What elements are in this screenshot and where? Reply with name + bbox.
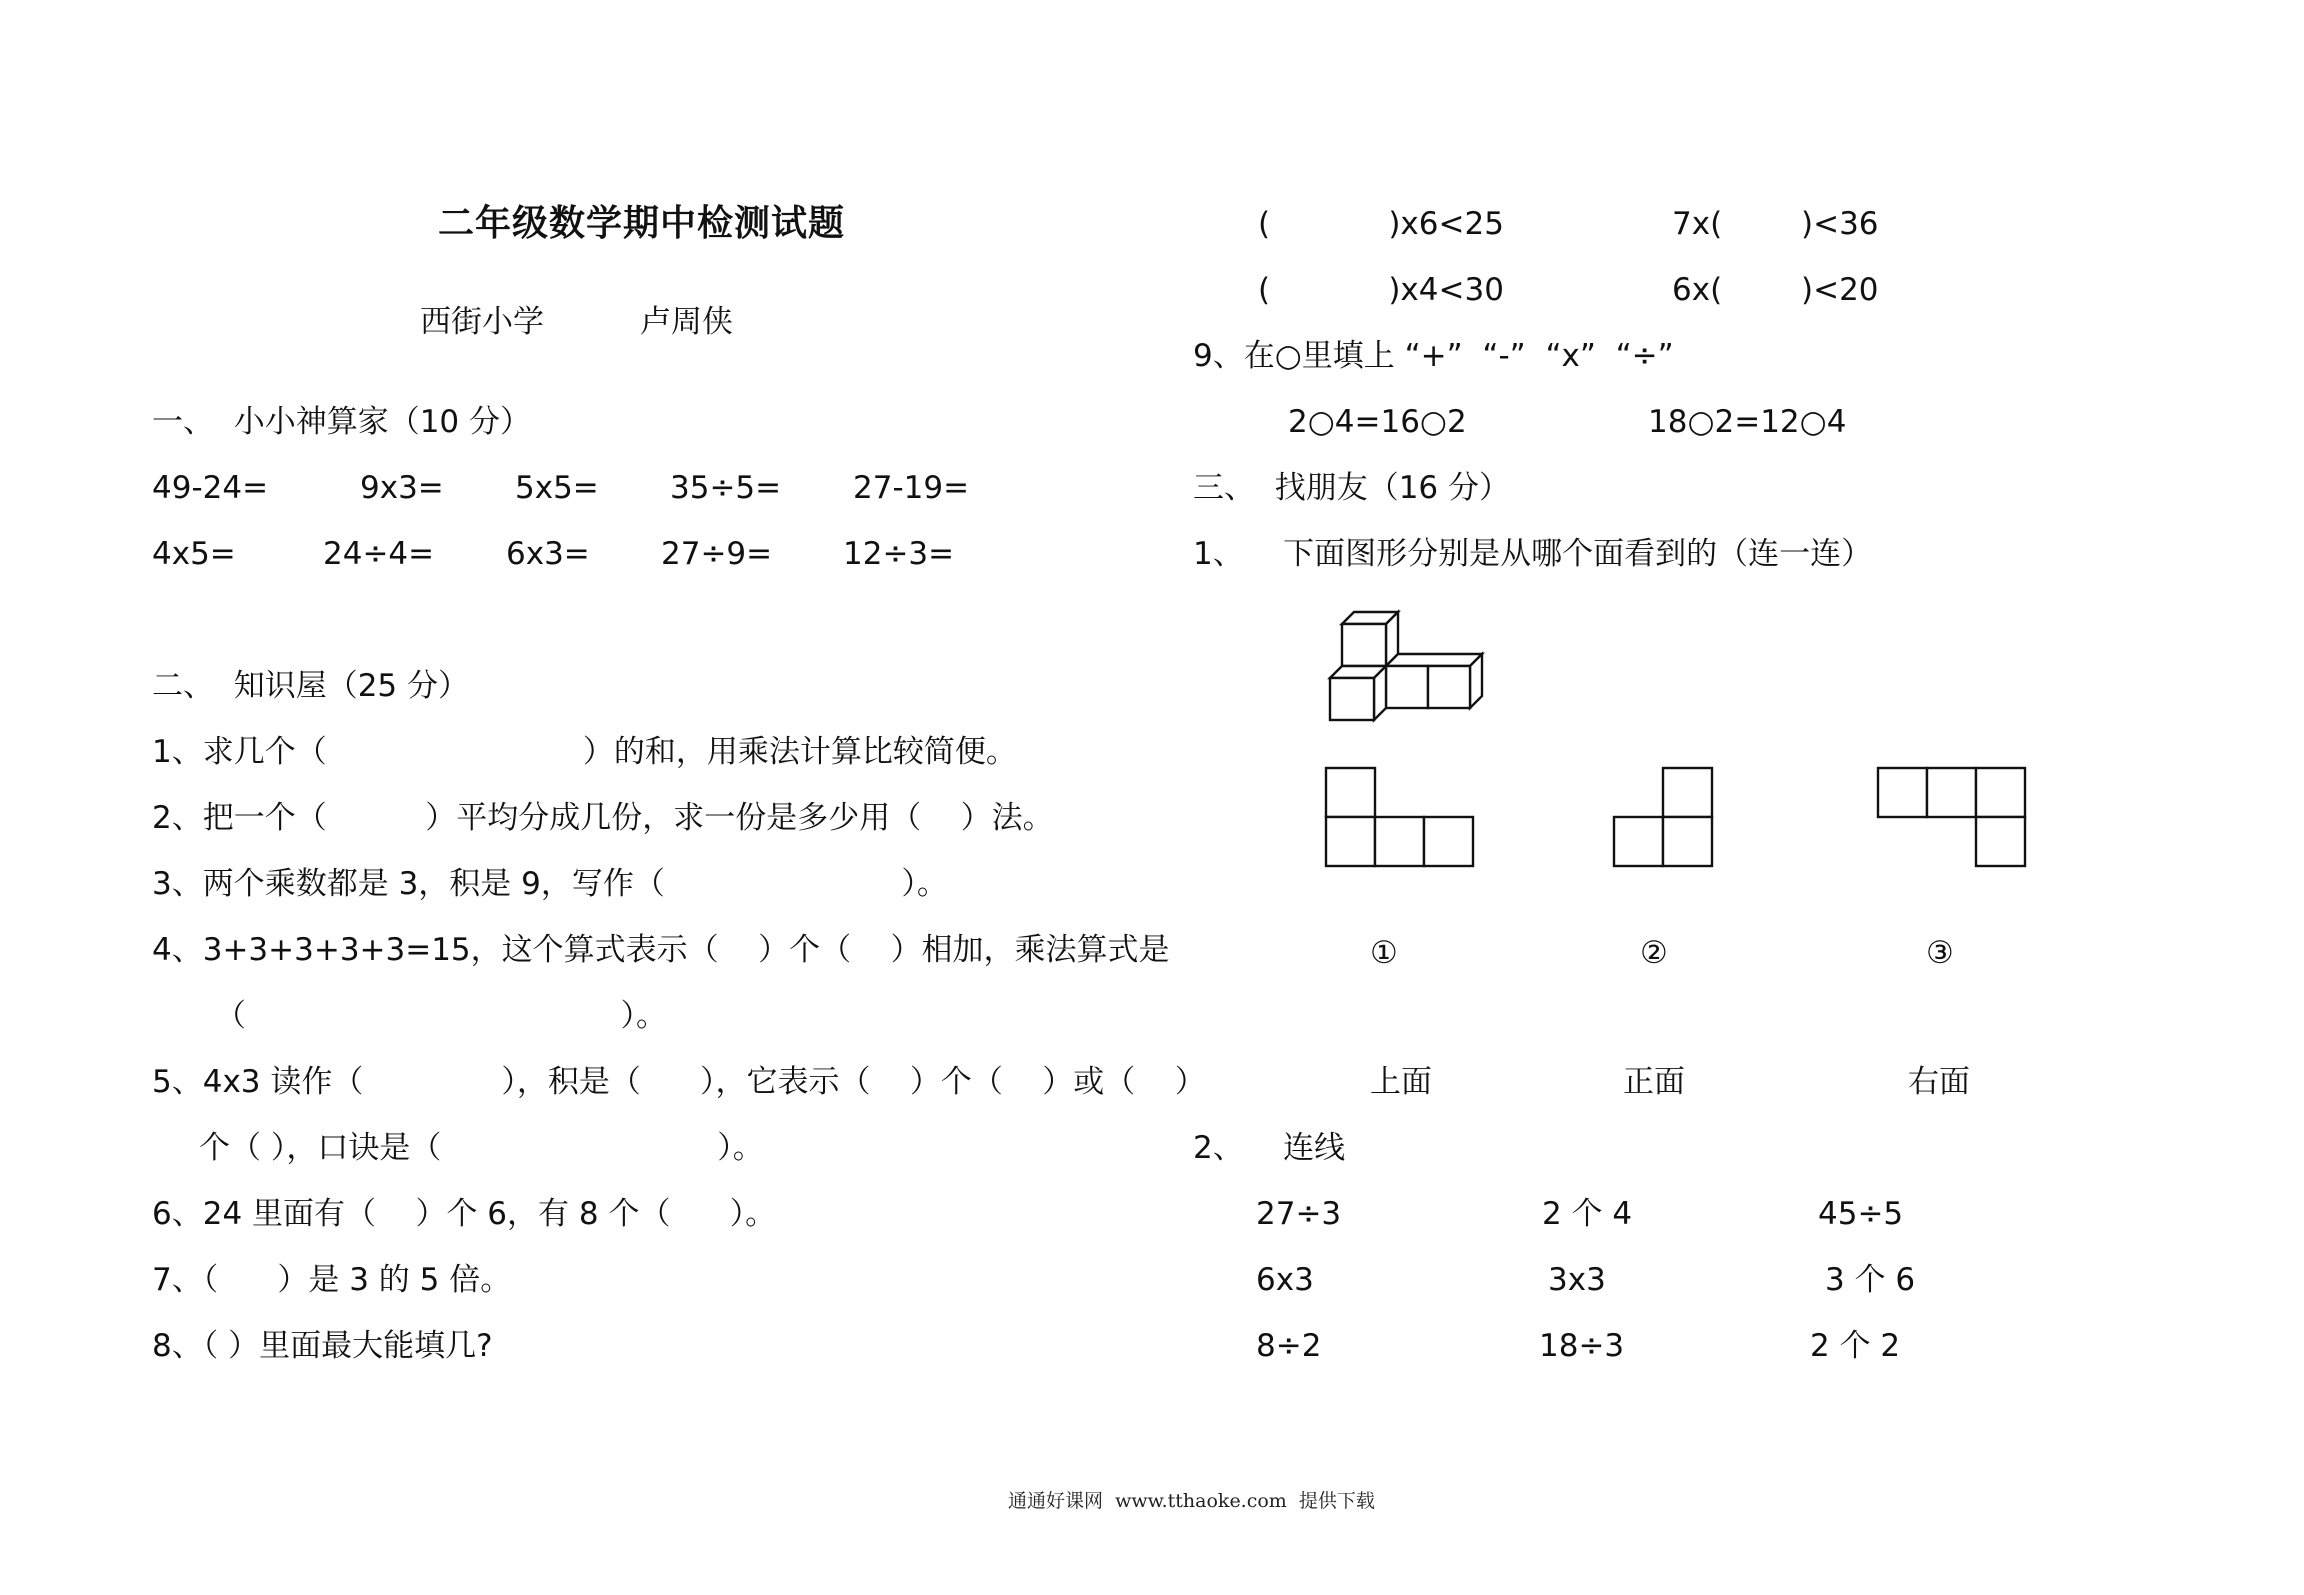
match-item: 2 个 2 [1810, 1328, 1901, 1364]
calc-item: 35÷5= [670, 470, 782, 506]
view-label: 正面 [1623, 1064, 1685, 1100]
calc-item: 5x5= [515, 470, 599, 506]
section3-q2: 2、 连线 [1193, 1130, 1346, 1166]
footer-credit: 通通好课网 www.tthaoke.com 提供下载 [1008, 1490, 1375, 1512]
match-item: 27÷3 [1256, 1196, 1342, 1232]
question-3: 3、两个乘数都是 3，积是 9，写作（ ）。 [152, 866, 948, 902]
match-item: 3 个 6 [1825, 1262, 1916, 1298]
school-name: 西街小学 [420, 304, 544, 340]
calc-item: 6x3= [506, 536, 590, 572]
view-label: 上面 [1370, 1064, 1432, 1100]
author-name: 卢周侠 [640, 304, 733, 340]
match-item: 6x3 [1256, 1262, 1314, 1298]
section2-heading: 二、 知识屋（25 分） [152, 668, 470, 704]
section3-heading: 三、 找朋友（16 分） [1193, 470, 1511, 506]
view-figure-1 [1320, 762, 1480, 872]
question-6: 6、24 里面有（ ）个 6，有 8 个（ ）。 [152, 1196, 777, 1232]
section3-q1: 1、 下面图形分别是从哪个面看到的（连一连） [1193, 536, 1873, 572]
view-label: 右面 [1908, 1064, 1970, 1100]
question-8: 8、（ ）里面最大能填几? [152, 1328, 493, 1364]
question-9: 9、在○里填上 “+” “-” “x” “÷” [1193, 338, 1674, 374]
q8-item: 7x( )<36 [1672, 206, 1879, 242]
q8-item: 6x( )<20 [1672, 272, 1879, 308]
q8-item: ( )x6<25 [1258, 206, 1504, 242]
question-5: 5、4x3 读作（ ），积是（ ），它表示（ ）个（ ）或（ ） [152, 1064, 1206, 1100]
calc-item: 4x5= [152, 536, 236, 572]
view-figure-3 [1872, 762, 2032, 872]
calc-item: 12÷3= [843, 536, 955, 572]
q9-item: 2○4=16○2 [1288, 404, 1467, 440]
calc-item: 9x3= [360, 470, 444, 506]
question-1: 1、求几个（ ）的和，用乘法计算比较简便。 [152, 734, 1017, 770]
question-4-cont: （ ）。 [215, 998, 667, 1034]
question-5-cont: 个（ ），口诀是（ ）。 [199, 1130, 764, 1166]
calc-item: 24÷4= [323, 536, 435, 572]
page-title: 二年级数学期中检测试题 [438, 203, 846, 244]
calc-item: 49-24= [152, 470, 269, 506]
question-7: 7、（ ）是 3 的 5 倍。 [152, 1262, 512, 1298]
question-2: 2、把一个（ ）平均分成几份，求一份是多少用（ ）法。 [152, 800, 1054, 836]
match-item: 8÷2 [1256, 1328, 1322, 1364]
calc-item: 27-19= [853, 470, 970, 506]
match-item: 2 个 4 [1542, 1196, 1633, 1232]
figure-label: ① [1370, 935, 1398, 971]
calc-item: 27÷9= [661, 536, 773, 572]
question-4: 4、3+3+3+3+3=15，这个算式表示（ ）个（ ）相加，乘法算式是 [152, 932, 1170, 968]
q8-item: ( )x4<30 [1258, 272, 1504, 308]
q9-item: 18○2=12○4 [1648, 404, 1847, 440]
view-figure-2 [1608, 762, 1718, 872]
figure-label: ② [1640, 935, 1668, 971]
match-item: 45÷5 [1818, 1196, 1904, 1232]
figure-label: ③ [1926, 935, 1954, 971]
cube-stack-figure [1322, 604, 1502, 734]
match-item: 3x3 [1548, 1262, 1606, 1298]
section1-heading: 一、 小小神算家（10 分） [152, 404, 532, 440]
match-item: 18÷3 [1539, 1328, 1625, 1364]
